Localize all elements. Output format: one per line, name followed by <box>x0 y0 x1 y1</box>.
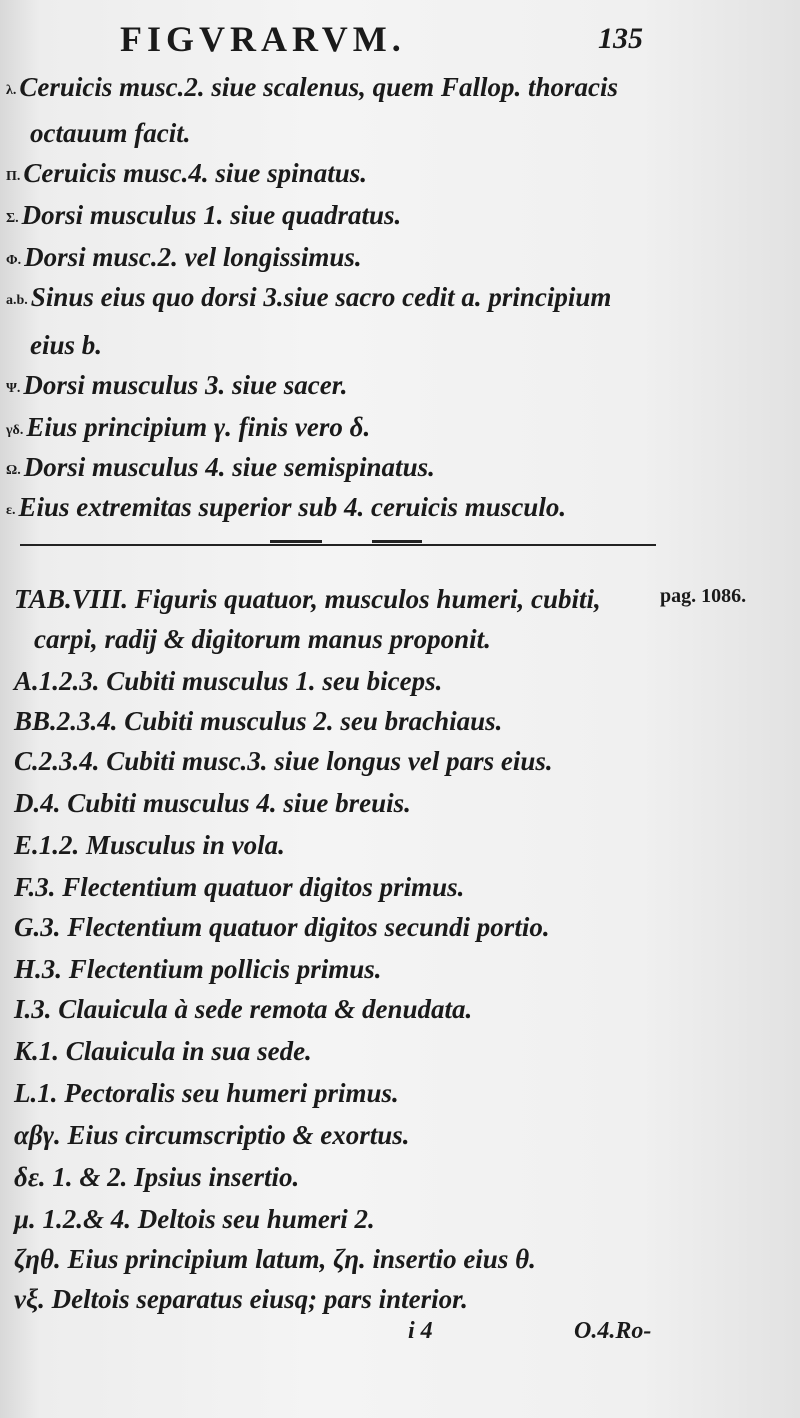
list-item: ε. Eius extremitas superior sub 4. ceruicis musculo. <box>6 492 567 522</box>
list-item: octauum facit. <box>30 118 191 148</box>
list-item: C.2.3.4. Cubiti musc.3. siue longus vel pars eius. <box>14 746 553 776</box>
list-item: γδ. Eius principium γ. finis vero δ. <box>6 412 371 442</box>
list-item: I.3. Clauicula à sede remota & denudata. <box>14 994 473 1024</box>
list-item: E.1.2. Musculus in vola. <box>14 830 285 860</box>
divider-segment <box>372 540 422 543</box>
divider-segment <box>270 540 322 543</box>
section-divider <box>20 544 656 546</box>
table-heading-line-2: carpi, radij & digitorum manus proponit. <box>34 624 491 654</box>
list-item: νξ. Deltois separatus eiusq; pars interior. <box>14 1284 468 1314</box>
table-heading-line-1: TAB.VIII. Figuris quatuor, musculos humeri, cubiti, <box>14 584 601 614</box>
list-item: a.b. Sinus eius quo dorsi 3.siue sacro cedit a. principium <box>6 282 612 312</box>
signature-mark: i 4 <box>408 1318 433 1344</box>
list-item: H.3. Flectentium pollicis primus. <box>14 954 382 984</box>
list-item: Ω. Dorsi musculus 4. siue semispinatus. <box>6 452 435 482</box>
list-item: G.3. Flectentium quatuor digitos secundi portio. <box>14 912 550 942</box>
list-item: K.1. Clauicula in sua sede. <box>14 1036 312 1066</box>
list-item: ζηθ. Eius principium latum, ζη. insertio eius θ. <box>14 1244 536 1274</box>
list-item: αβγ. Eius circumscriptio & exortus. <box>14 1120 410 1150</box>
list-item: F.3. Flectentium quatuor digitos primus. <box>14 872 465 902</box>
list-item: δε. 1. & 2. Ipsius insertio. <box>14 1162 300 1192</box>
running-title: FIGVRARVM. <box>120 19 406 59</box>
list-item: L.1. Pectoralis seu humeri primus. <box>14 1078 399 1108</box>
page-header <box>0 14 800 62</box>
page-reference: pag. 1086. <box>660 585 747 607</box>
list-item: λ. Ceruicis musc.2. siue scalenus, quem Fallop. thoracis <box>6 72 618 102</box>
list-item: BB.2.3.4. Cubiti musculus 2. seu brachiaus. <box>14 706 503 736</box>
list-item: A.1.2.3. Cubiti musculus 1. seu biceps. <box>14 666 443 696</box>
list-item: eius b. <box>30 330 103 360</box>
list-item: μ. 1.2.& 4. Deltois seu humeri 2. <box>14 1204 375 1234</box>
page-number: 135 <box>598 22 643 55</box>
list-item: D.4. Cubiti musculus 4. siue breuis. <box>14 788 411 818</box>
list-item: Σ. Dorsi musculus 1. siue quadratus. <box>6 200 402 230</box>
list-item: Ψ. Dorsi musculus 3. siue sacer. <box>6 370 348 400</box>
catchword: O.4.Ro- <box>574 1318 652 1344</box>
list-item: Π. Ceruicis musc.4. siue spinatus. <box>6 158 367 188</box>
list-item: Φ. Dorsi musc.2. vel longissimus. <box>6 242 362 272</box>
